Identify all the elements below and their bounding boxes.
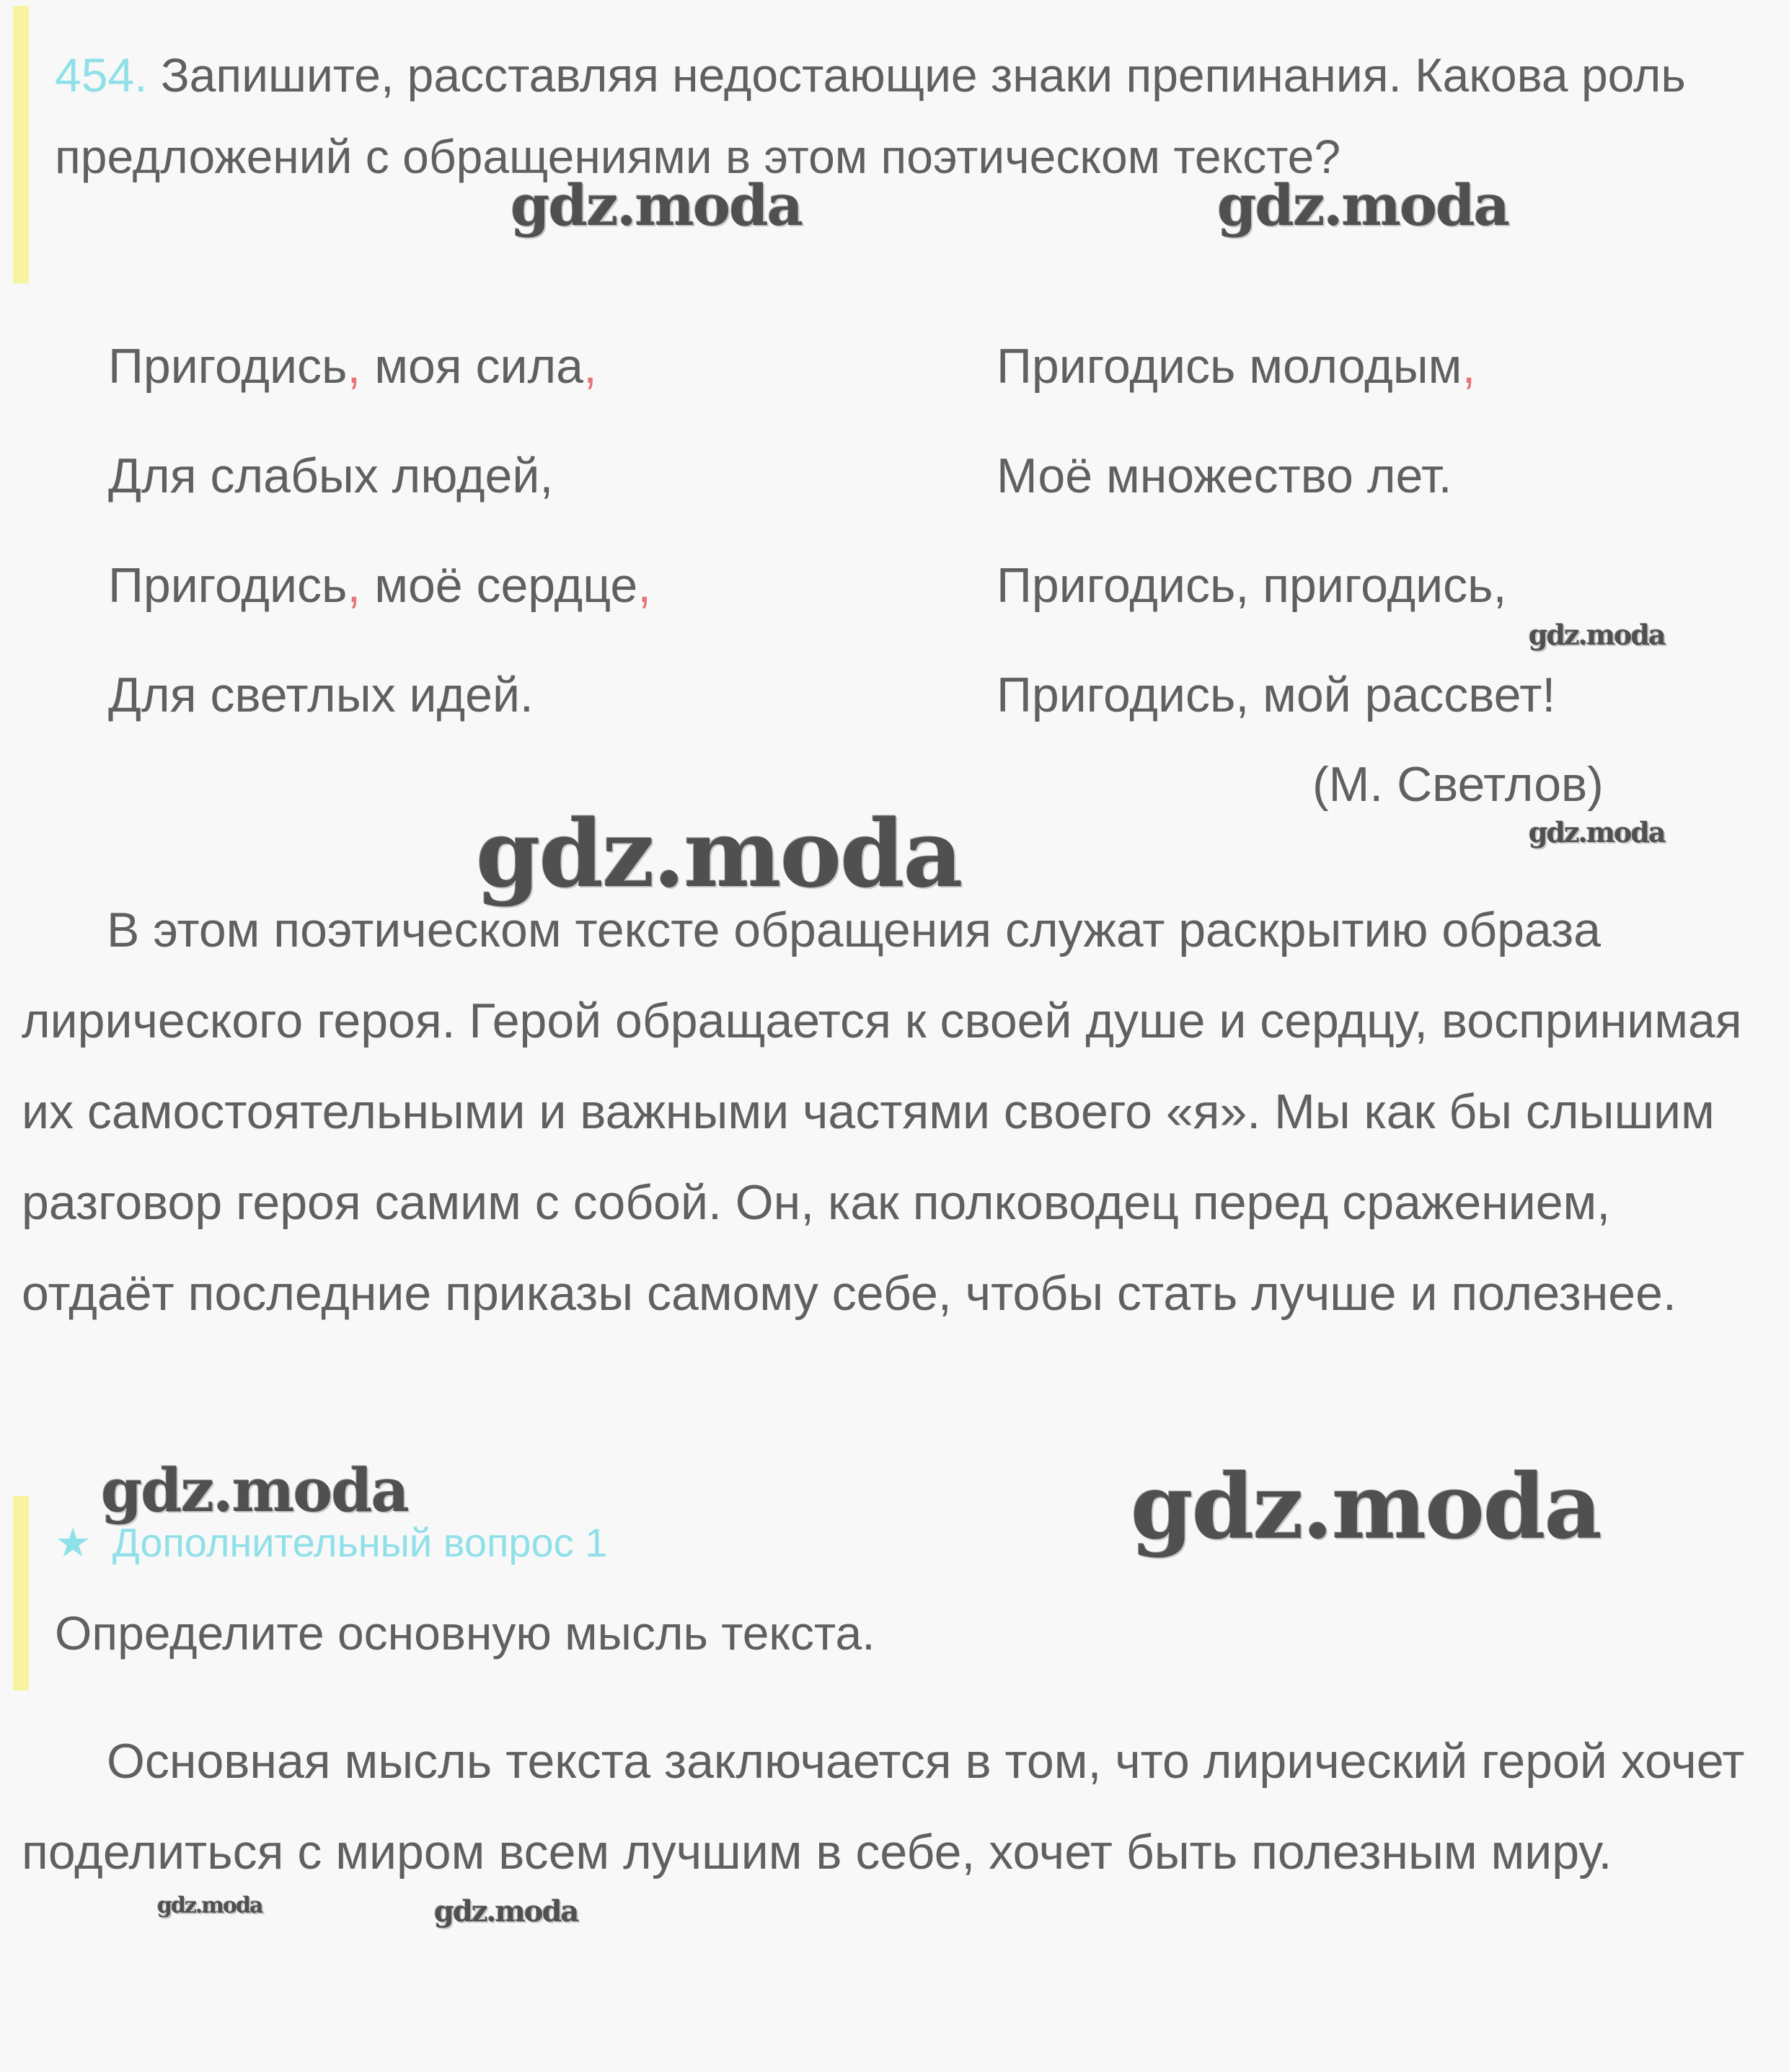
watermark: gdz.moda bbox=[511, 173, 803, 239]
poem-text: Для светлых идей. bbox=[108, 668, 534, 722]
watermark: gdz.moda bbox=[157, 1893, 262, 1918]
watermark: gdz.moda bbox=[1217, 173, 1509, 239]
watermark: gdz.moda bbox=[101, 1456, 408, 1526]
inserted-comma: , bbox=[583, 339, 597, 394]
inserted-comma: , bbox=[637, 558, 652, 613]
poem-text: Пригодись молодым bbox=[997, 339, 1462, 394]
poem-line bbox=[997, 666, 1555, 724]
poem-line bbox=[108, 557, 651, 614]
extra-highlight-bar bbox=[13, 1496, 29, 1691]
task-number: 454. bbox=[55, 48, 148, 102]
watermark: gdz.moda bbox=[476, 800, 962, 908]
extra-question-label: Дополнительный вопрос 1 bbox=[112, 1520, 608, 1565]
answer-paragraph: В этом поэтическом тексте обращения служат раскрытию образа лирического героя. Герой обращается к своей душе и сердцу, воспринимая их самостоятельными и важными частями своего «я». Мы как бы слышим разговор героя самим с собой. Он, как полководец перед сражением, отдаёт последние приказы самому себе, чтобы стать лучше и полезнее. bbox=[22, 903, 1742, 1321]
task-highlight-bar bbox=[13, 6, 29, 283]
poem-text: моё сердце bbox=[361, 558, 638, 613]
poem-line bbox=[997, 337, 1475, 395]
extra-question-text: Определите основную мысль текста. bbox=[55, 1606, 875, 1660]
extra-answer-paragraph: Основная мысль текста заключается в том, что лирический герой хочет поделиться с миром всем лучшим в себе, хочет быть полезным миру. bbox=[22, 1734, 1745, 1880]
inserted-comma: , bbox=[1462, 339, 1476, 394]
watermark: gdz.moda bbox=[1131, 1455, 1601, 1559]
poem-text: Пригодись bbox=[108, 558, 348, 613]
task-text: Запишите, расставляя недостающие знаки препинания. Какова роль предложений с обращениями в этом поэтическом тексте? bbox=[55, 48, 1686, 183]
poem-line bbox=[997, 557, 1506, 614]
poem-line bbox=[108, 337, 597, 395]
poem-text: Пригодись, пригодись, bbox=[997, 558, 1507, 613]
inserted-comma: , bbox=[347, 558, 361, 613]
poem-line bbox=[108, 447, 553, 505]
star-icon: ★ bbox=[55, 1520, 92, 1565]
watermark: gdz.moda bbox=[1529, 619, 1665, 651]
inserted-comma: , bbox=[347, 339, 361, 394]
poem-author: (М. Светлов) bbox=[1312, 757, 1604, 812]
watermark: gdz.moda bbox=[434, 1895, 578, 1929]
poem-line bbox=[997, 447, 1452, 505]
poem-text: моя сила bbox=[361, 339, 583, 394]
poem-text: Для слабых людей, bbox=[108, 448, 554, 503]
poem-text: Моё множество лет. bbox=[997, 448, 1452, 503]
poem-line bbox=[108, 666, 534, 724]
watermark: gdz.moda bbox=[1529, 816, 1665, 849]
poem-text: Пригодись, мой рассвет! bbox=[997, 668, 1556, 722]
poem-text: Пригодись bbox=[108, 339, 348, 394]
